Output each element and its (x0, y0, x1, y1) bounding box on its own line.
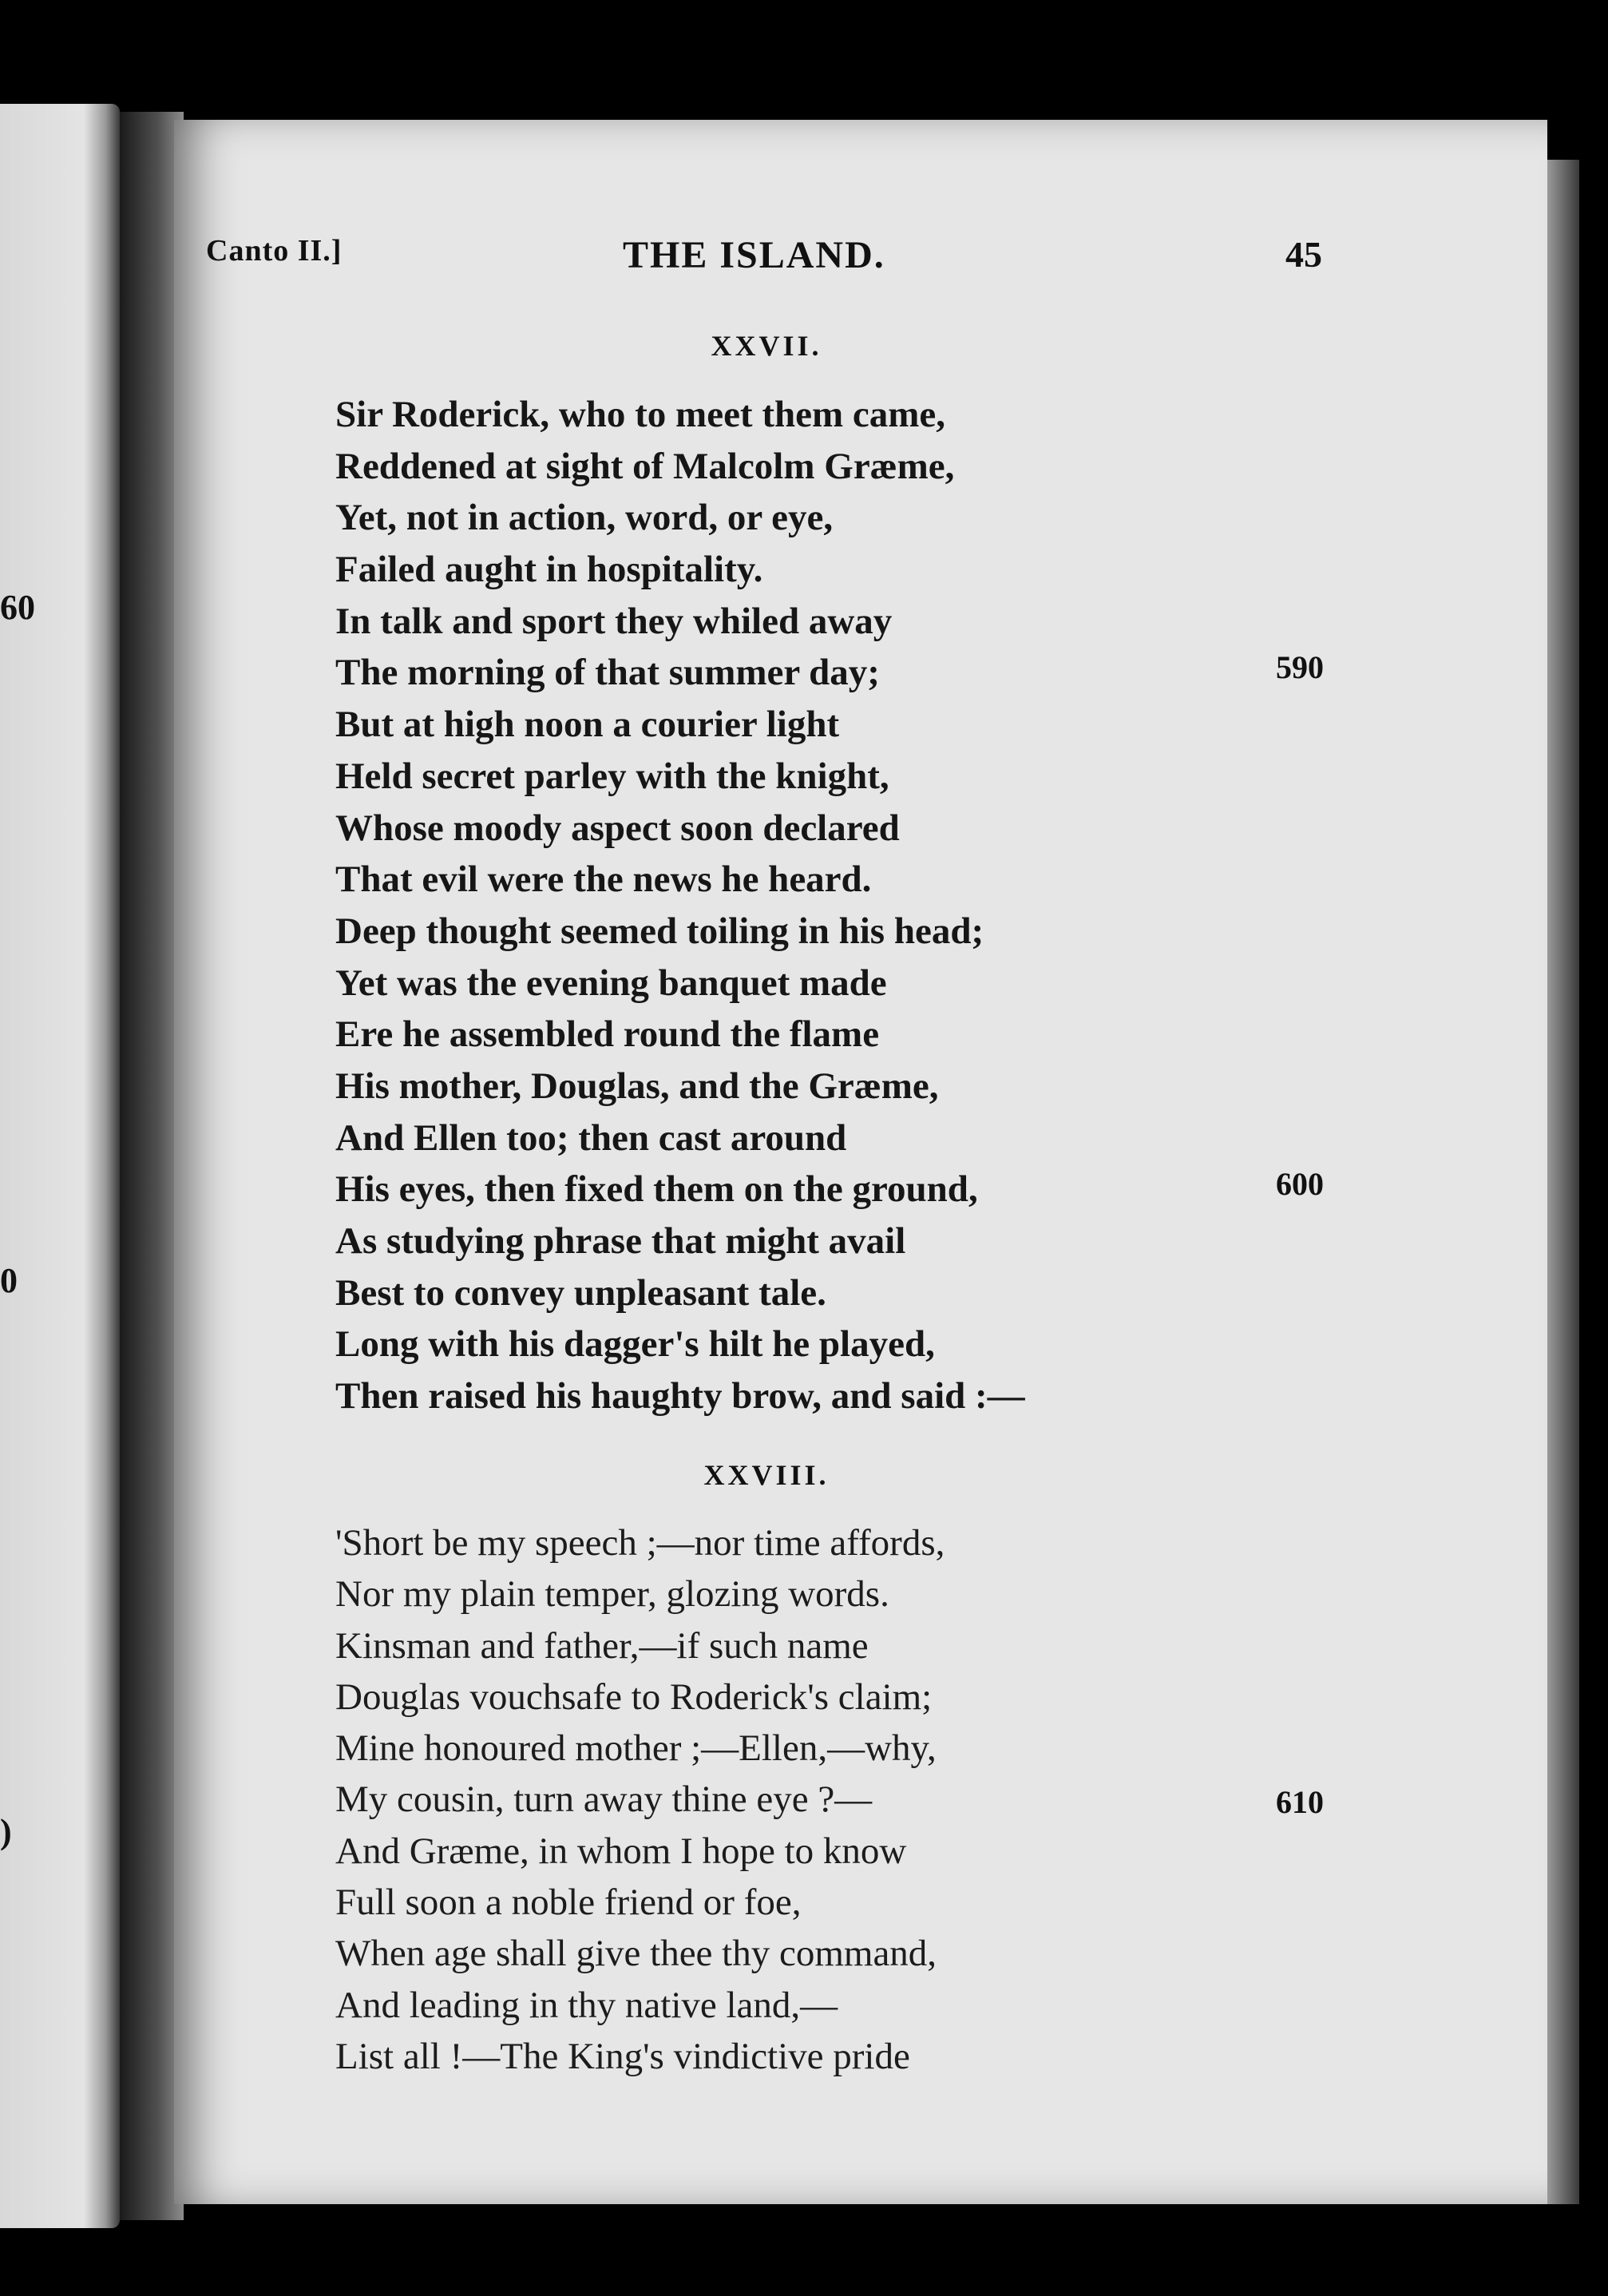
verse-line: My cousin, turn away thine eye ?— (335, 1779, 873, 1821)
verse-line: Full soon a noble friend or foe, (335, 1882, 802, 1924)
verse-line: Deep thought seemed toiling in his head; (335, 910, 984, 952)
verse-line: Mine honoured mother ;—Ellen,—why, (335, 1727, 937, 1770)
verse-line: And leading in thy native land,— (335, 1984, 838, 2026)
verse-line: Yet was the evening banquet made (335, 962, 887, 1004)
verse-line: His mother, Douglas, and the Græme, (335, 1065, 939, 1107)
line-number: 600 (1276, 1166, 1324, 1202)
verse-line: Douglas vouchsafe to Roderick's claim; (335, 1675, 933, 1718)
line-number: 610 (1276, 1784, 1324, 1820)
left-line-number: ) (0, 1812, 12, 1851)
verse-line: Held secret parley with the knight, (335, 755, 889, 797)
verse-line: 'Short be my speech ;—nor time affords, (335, 1522, 945, 1564)
line-number: 590 (1276, 649, 1324, 685)
left-page-edge (0, 104, 120, 2228)
verse-line: In talk and sport they whiled away (335, 600, 893, 642)
verse-line: The morning of that summer day; (335, 652, 880, 694)
verse-line: And Græme, in whom I hope to know (335, 1830, 907, 1872)
stanza-lines (335, 389, 1025, 1422)
verse-line: Nor my plain temper, glozing words. (335, 1573, 889, 1616)
left-line-number: 60 (0, 588, 35, 627)
verse-line: As studying phrase that might avail (335, 1220, 906, 1262)
verse-line: Yet, not in action, word, or eye, (335, 497, 834, 539)
verse-line: Failed aught in hospitality. (335, 549, 763, 591)
verse-line: Then raised his haughty brow, and said :— (335, 1375, 1025, 1418)
running-head-title: THE ISLAND. (623, 234, 885, 276)
verse-line: Sir Roderick, who to meet them came, (335, 394, 946, 435)
verse-line: List all !—The King's vindictive pride (335, 2035, 910, 2077)
verse-line: Whose moody aspect soon declared (335, 807, 900, 849)
verse-line: His eyes, then fixed them on the ground, (335, 1168, 978, 1211)
verse-line: But at high noon a courier light (335, 704, 840, 746)
verse-line: Ere he assembled round the flame (335, 1013, 880, 1056)
page-number: 45 (1285, 234, 1322, 275)
verse-line: That evil were the news he heard. (335, 859, 872, 901)
verse-line: Long with his dagger's hilt he played, (335, 1323, 935, 1366)
page-edge-shadow (1547, 160, 1579, 2204)
stanza-heading: XXVIII. (703, 1459, 830, 1491)
verse-line: Reddened at sight of Malcolm Græme, (335, 445, 955, 487)
stanza-lines (335, 1517, 945, 2082)
verse-line: And Ellen too; then cast around (335, 1116, 847, 1159)
verse-line: When age shall give thee thy command, (335, 1933, 937, 1975)
verse-line: Kinsman and father,—if such name (335, 1624, 869, 1667)
running-head-canto: Canto II.] (206, 234, 343, 268)
left-line-number: 0 (0, 1261, 18, 1300)
stanza-heading: XXVII. (711, 330, 822, 362)
verse-line: Best to convey unpleasant tale. (335, 1271, 826, 1314)
